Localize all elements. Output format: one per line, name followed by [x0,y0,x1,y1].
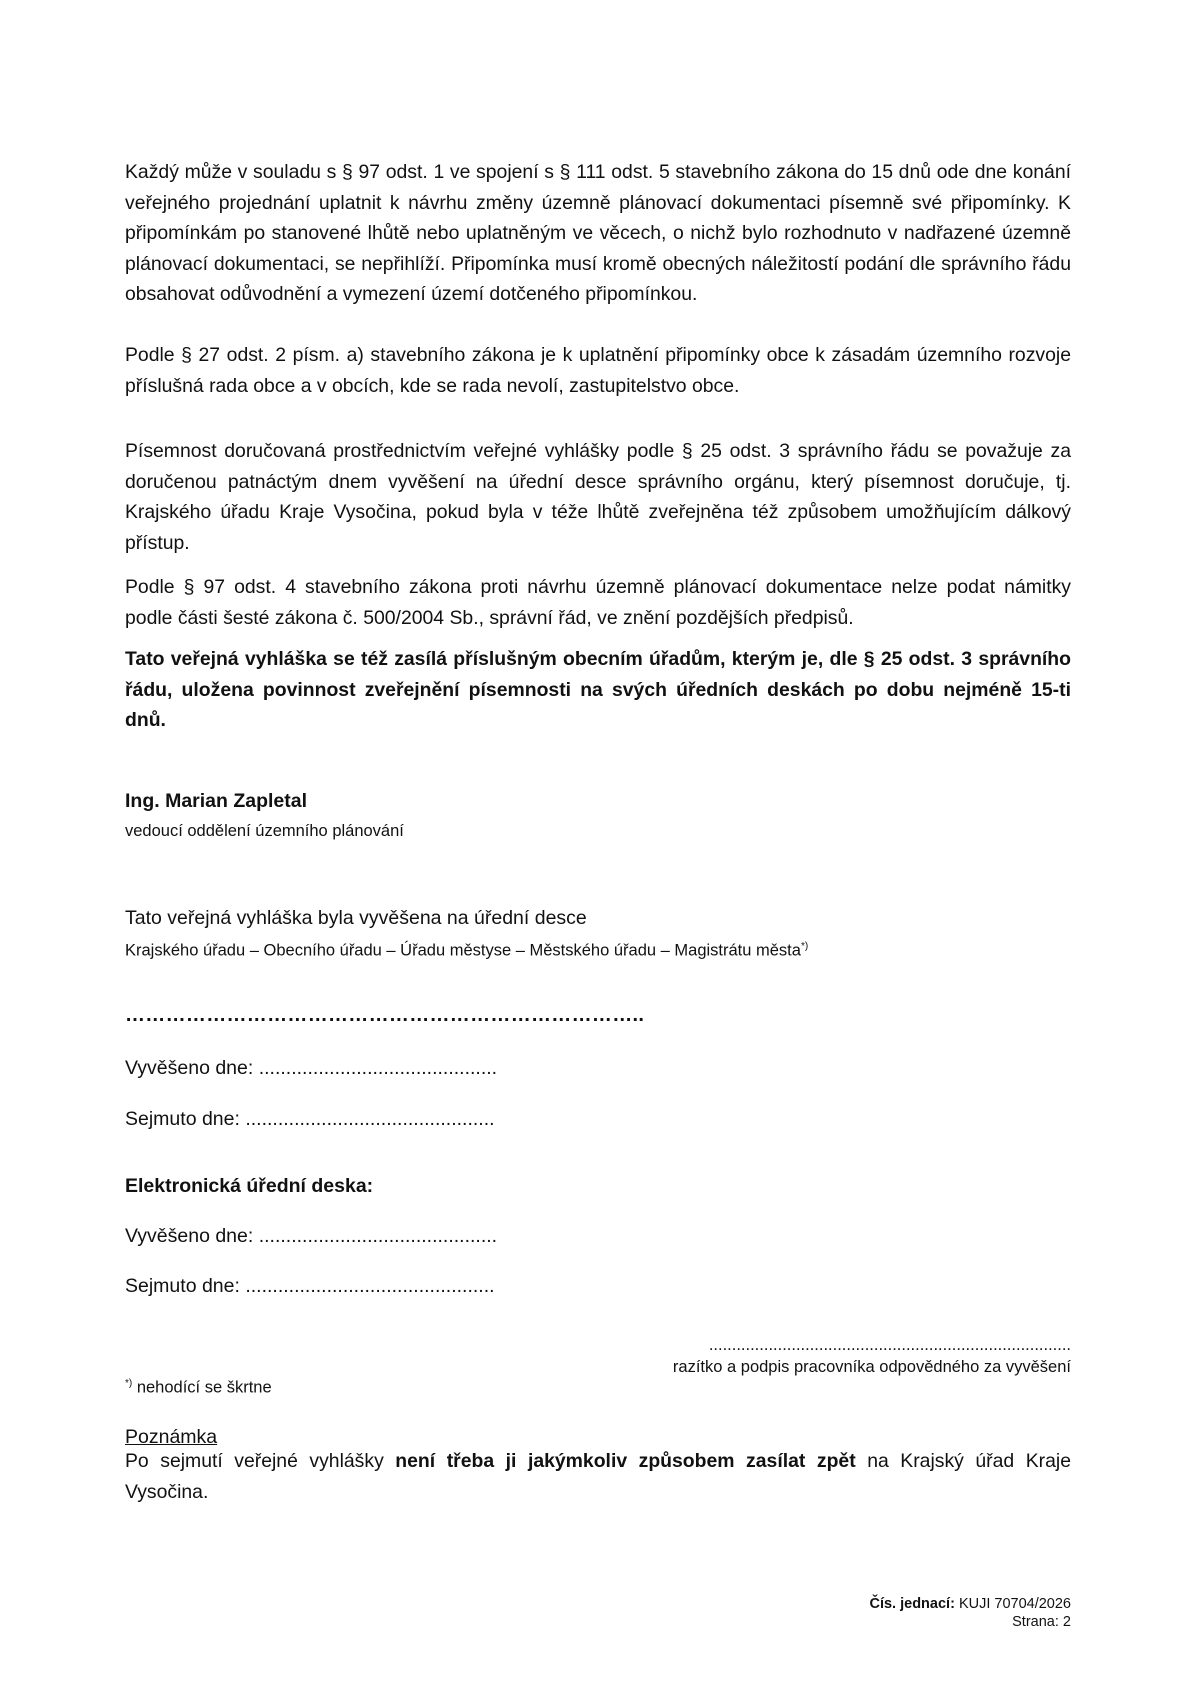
e-removed-date-line [125,1275,1071,1298]
note-text-after: na Krajský úřad Kraje Vysočina. [125,1450,1071,1503]
paragraph-council: Podle § 27 odst. 2 písm. a) stavebního zákona je k uplatnění připomínky obce k zásadám územního rozvoje příslušná rada obce a v obcích, kde se rada nevolí, zastupitelstvo obce. [125,344,1071,397]
signature-role: vedoucí oddělení územního plánování [125,822,404,840]
e-posted-date-line [125,1225,1071,1248]
posting-offices [125,941,1071,961]
note-text [125,1446,1071,1507]
removed-date-line [125,1108,1071,1131]
e-removed-label: Sejmuto dne: [125,1275,240,1297]
note-text-before: Po sejmutí veřejné vyhlášky [125,1450,396,1472]
posted-dots: ............................................ [258,1057,498,1079]
footnote-text: nehodící se škrtne [136,1378,272,1397]
paragraph-delivery: Písemnost doručovaná prostřednictvím veřejné vyhlášky podle § 25 odst. 3 správního řádu se považuje za doručenou patnáctým dnem vyvěšení na úřední desce správního orgánu, který písemnost doručuje, tj. Krajského úřadu Kraje Vysočina, pokud byla v téže lhůtě zveřejněna též způsobem umožňujícím dálkový přístup. [125,440,1071,554]
posting-intro: Tato veřejná vyhláška byla vyvěšena na úřední desce [125,907,587,929]
paragraph-objections: Podle § 97 odst. 4 stavebního zákona proti návrhu územně plánovací dokumentace nelze podat námitky podle části šesté zákona č. 500/2004 Sb., správní řád, ve znění pozdějších předpisů. [125,576,1071,629]
removed-label: Sejmuto dne: [125,1108,240,1130]
posted-date-line [125,1057,1071,1080]
posting-offices-text: Krajského úřadu – Obecního úřadu – Úřadu městyse – Městského úřadu – Magistrátu města [125,941,801,960]
electronic-board-heading: Elektronická úřední deska: [125,1175,374,1197]
note-heading: Poznámka [125,1426,218,1448]
paragraph-comments: Každý může v souladu s § 97 odst. 1 ve spojení s § 111 odst. 5 stavebního zákona do 15 dnů ode dne konání veřejného projednání uplatnit k návrhu změny územně plánovací dokumentaci písemně své připomínky. K připomínkám po stanovené lhůtě nebo uplatněným ve věcech, o nichž bylo rozhodnuto v nadřazené územně plánovací dokumentaci, se nepřihlíží. Připomínka musí kromě obecných náležitostí podání dle správního řádu obsahovat odůvodnění a vymezení území dotčeného připomínkou. [125,161,1071,305]
e-removed-dots: .............................................. [245,1275,495,1297]
signature-name: Ing. Marian Zapletal [125,790,308,812]
footer-reference [869,1595,1071,1631]
page-number-line [869,1613,1071,1631]
page-value: 2 [1062,1614,1071,1630]
e-posted-dots: ............................................ [258,1225,498,1247]
footnote [125,1378,1071,1398]
reference-number-line [869,1595,1071,1613]
posted-label: Vyvěšeno dne: [125,1057,254,1079]
note-text-bold: není třeba ji jakýmkoliv způsobem zasílat zpět [395,1450,856,1472]
reference-value: KUJI 70704/2026 [958,1596,1071,1612]
paragraph-municipal-notice: Tato veřejná vyhláška se též zasílá příslušným obecním úřadům, kterým je, dle § 25 odst. 3 správního řádu, uložena povinnost zveřejnění písemnosti na svých úředních deskách po dobu nejméně 15-ti dnů. [125,648,1071,731]
reference-label: Čís. jednací: [869,1596,955,1612]
footnote-mark: *) [125,1378,133,1389]
page-label: Strana: [1012,1614,1059,1630]
stamp-dots: ............................................................................... [708,1336,1071,1354]
office-name-line: ………………………………………………………………….. [125,1004,645,1026]
e-posted-label: Vyvěšeno dne: [125,1225,254,1247]
stamp-label: razítko a podpis pracovníka odpovědného za vyvěšení [672,1358,1071,1376]
removed-dots: .............................................. [245,1108,495,1130]
posting-offices-mark: *) [800,941,809,952]
